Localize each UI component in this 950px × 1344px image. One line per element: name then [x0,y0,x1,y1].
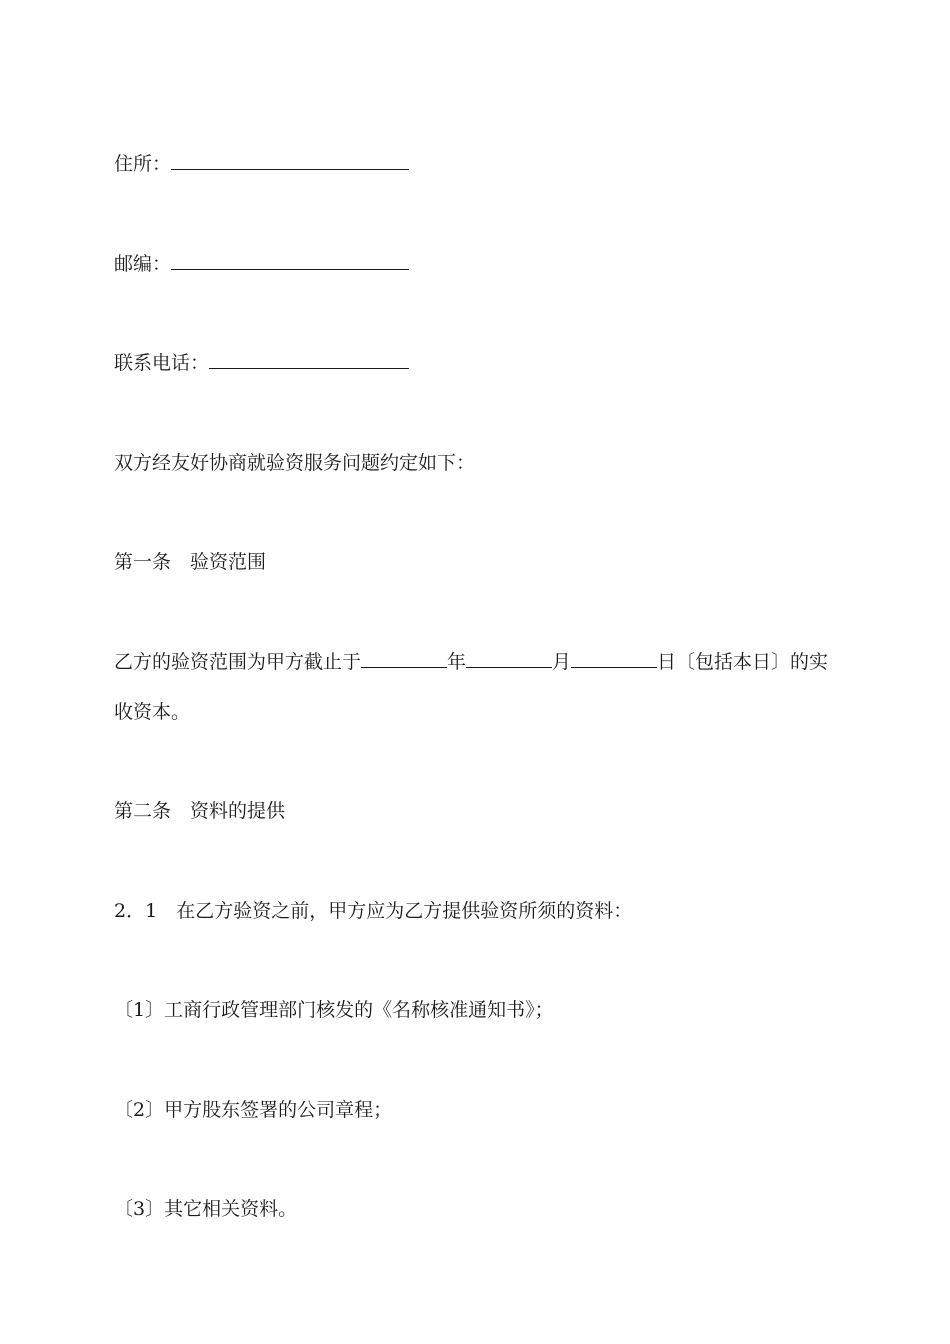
address-field [114,152,409,176]
year-unit: 年 [447,651,467,673]
article-1-text-prefix: 乙方的验资范围为甲方截止于 [114,651,362,673]
article-1-text [114,650,828,674]
address-blank[interactable] [171,152,409,170]
postcode-field [114,252,409,276]
phone-field [114,351,409,375]
month-blank[interactable] [466,650,552,668]
list-item: 〔1〕工商行政管理部门核发的《名称核准通知书》； [114,999,554,1021]
list-item: 〔3〕其它相关资料。 [114,1198,298,1220]
year-blank[interactable] [361,650,447,668]
article-2-heading [114,799,285,823]
clause-2-1-text: 在乙方验资之前，甲方应为乙方提供验资所须的资料： [176,900,633,922]
article-1-number: 第一条 [114,551,172,573]
article-2-title: 资料的提供 [190,800,286,822]
day-unit: 日〔包括本日〕的实 [657,651,829,673]
article-1-text-continued: 收资本。 [114,701,191,723]
phone-blank[interactable] [209,351,409,369]
clause-2-1-number: 2．1 [114,900,158,922]
article-2-number: 第二条 [114,800,172,822]
article-1-heading [114,550,266,574]
clause-2-1 [114,899,632,923]
day-blank[interactable] [571,650,657,668]
intro-paragraph: 双方经友好协商就验资服务问题约定如下： [114,452,476,474]
address-label: 住所： [114,153,172,175]
phone-label: 联系电话： [114,352,210,374]
article-1-title: 验资范围 [190,551,267,573]
postcode-blank[interactable] [171,252,409,270]
postcode-label: 邮编： [114,253,172,275]
list-item: 〔2〕甲方股东签署的公司章程； [114,1099,393,1121]
month-unit: 月 [552,651,572,673]
